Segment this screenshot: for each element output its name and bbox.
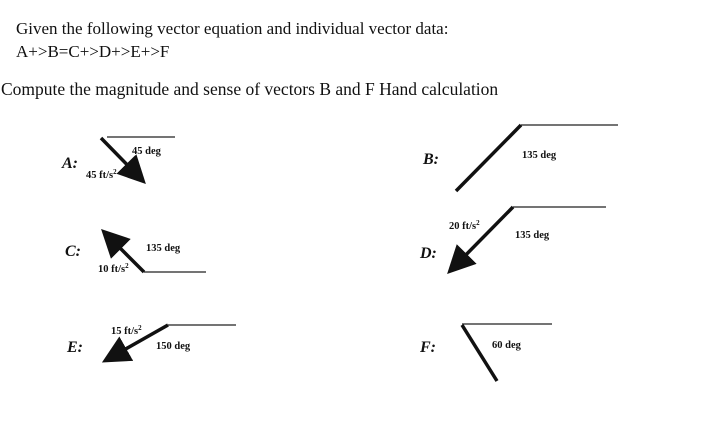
vector-a-label: A:	[62, 155, 78, 172]
vector-f	[419, 324, 552, 381]
vector-b-label: B:	[423, 151, 439, 168]
vector-a-angle: 45 deg	[132, 146, 161, 157]
vector-c-label: C:	[65, 243, 81, 260]
vector-b	[422, 125, 618, 191]
vector-d-angle: 135 deg	[515, 230, 550, 241]
vector-e-label: E:	[67, 339, 83, 356]
problem-intro: Given the following vector equation and individual vector data:	[16, 19, 449, 38]
vector-d-arrow	[452, 207, 513, 269]
vector-c	[65, 234, 206, 275]
vector-e-magnitude: 15 $ft/s^2$	[111, 324, 142, 337]
vector-a	[61, 137, 175, 181]
vector-f-label: F:	[420, 339, 436, 356]
task-statement: Compute the magnitude and sense of vectors B and F Hand calculation	[1, 79, 499, 99]
vector-f-line	[462, 325, 497, 381]
vector-e-angle: 150 deg	[156, 341, 191, 352]
vector-c-magnitude: 10 $ft/s^2$	[98, 262, 129, 275]
vector-equation: A+>B=C+>D+>E+>F	[16, 42, 170, 61]
vector-e	[66, 324, 236, 359]
vector-b-line	[456, 125, 521, 191]
vector-d-label: D:	[420, 245, 437, 262]
vector-d	[419, 207, 606, 269]
vector-f-angle: 60 deg	[492, 340, 521, 351]
vector-d-magnitude: 20 $ft/s^2$	[449, 219, 480, 232]
vector-b-angle: 135 deg	[522, 150, 557, 161]
vector-a-magnitude: 45 $ft/s^2$	[86, 168, 117, 181]
vector-c-angle: 135 deg	[146, 243, 181, 254]
